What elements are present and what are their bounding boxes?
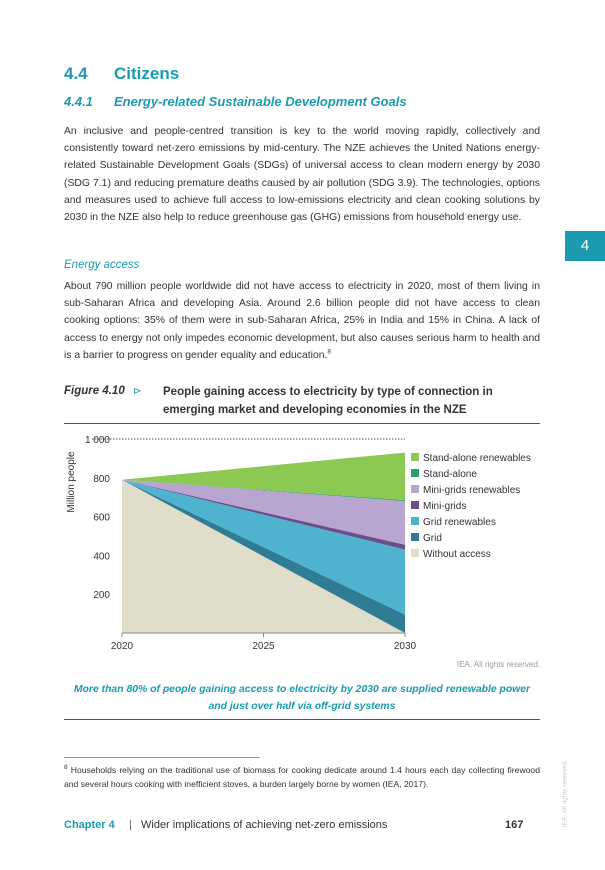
x-tick-label: 2025 — [252, 641, 275, 652]
legend-label: Stand-alone renewables — [423, 453, 531, 464]
y-tick-label: 400 — [93, 551, 110, 563]
legend-swatch — [411, 549, 419, 557]
figure-credit: IEA. All rights reserved. — [456, 660, 540, 669]
y-tick-label: 200 — [93, 590, 110, 602]
legend-label: Mini-grids — [423, 501, 467, 512]
footer-separator: | — [129, 819, 132, 831]
footnote-text: Households relying on the traditional use of biomass for cooking dedicate around 1.4 hours each day collecting firewood and several hours cooking with inefficient stoves, a burden largely borne by women (IEA, 2017). — [64, 765, 540, 789]
x-tick-label: 2030 — [393, 641, 417, 652]
legend-swatch — [411, 469, 419, 477]
legend-swatch — [411, 485, 419, 493]
paragraph-intro: An inclusive and people-centred transition is key to the world moving rapidly, collectively and consistently toward net-zero emissions by mid-century. The NZE achieves the United Nations energy-related Sustainable Development Goals (SDGs) of universal access to clean modern energy by 2030 (SDG 7.1) and reducing premature deaths caused by air pollution (SDG 3.9). The technologies, options and measures used to achieve full access to low-emissions electricity and clean cooking solutions by 2030 in the NZE also help to reduce greenhouse gas (GHG) emissions from household energy use. — [64, 126, 540, 224]
figure-label: Figure 4.10 — [64, 385, 125, 397]
paragraph-energy-access-text: About 790 million people worldwide did not have access to electricity in 2020, most of them living in sub-Saharan Africa and developing Asia. Around 2.6 billion people did not have access to clean cooking options: 35% of them were in sub-Saharan Africa, 25% in India and 15% in China. A lack of access to energy not only impedes economic development, but also causes serious harm to health and is a barrier to progress on gender equality and education. — [64, 281, 540, 361]
figure-arrow-icon: ⊳ — [133, 386, 142, 397]
subsection-title: Energy-related Sustainable Development Goals — [114, 94, 407, 109]
legend-label: Without access — [423, 549, 491, 560]
footer-chapter-link[interactable]: Chapter 4 — [64, 819, 115, 831]
subsection-number: 4.4.1 — [64, 94, 93, 109]
figure-bottom-rule — [64, 719, 540, 720]
energy-access-heading: Energy access — [64, 259, 140, 271]
figure-title: People gaining access to electricity by type of connection in emerging market and developing economies in the NZE — [163, 386, 493, 416]
legend-swatch — [411, 533, 419, 541]
y-tick-label: 1 000 — [84, 435, 110, 446]
chapter-tab: 4 — [565, 231, 605, 261]
watermark: IEA. All rights reserved. — [561, 759, 569, 828]
x-tick-label: 2020 — [110, 641, 134, 652]
section-title: Citizens — [114, 64, 180, 83]
legend-label: Stand-alone — [423, 469, 477, 480]
y-tick-label: 800 — [93, 473, 110, 485]
footer-chapter-title: Wider implications of achieving net-zero emissions — [141, 819, 388, 831]
page-number: 167 — [505, 819, 524, 831]
footnote-number: 8 — [64, 764, 68, 772]
legend-label: Grid renewables — [423, 517, 496, 528]
footnote-rule — [64, 757, 260, 758]
y-tick-label: 600 — [93, 512, 110, 524]
legend-label: Mini-grids renewables — [423, 485, 521, 496]
footnote — [64, 764, 540, 791]
legend-swatch — [411, 453, 419, 461]
legend-swatch — [411, 501, 419, 509]
section-number: 4.4 — [64, 64, 88, 83]
figure-caption: More than 80% of people gaining access to electricity by 2030 are supplied renewable power and just over half via off-grid systems — [73, 684, 531, 712]
legend-label: Grid — [423, 533, 442, 544]
chart-y-axis-label: Million people — [66, 451, 77, 513]
legend-swatch — [411, 517, 419, 525]
footnote-reference[interactable]: 8 — [327, 348, 332, 356]
